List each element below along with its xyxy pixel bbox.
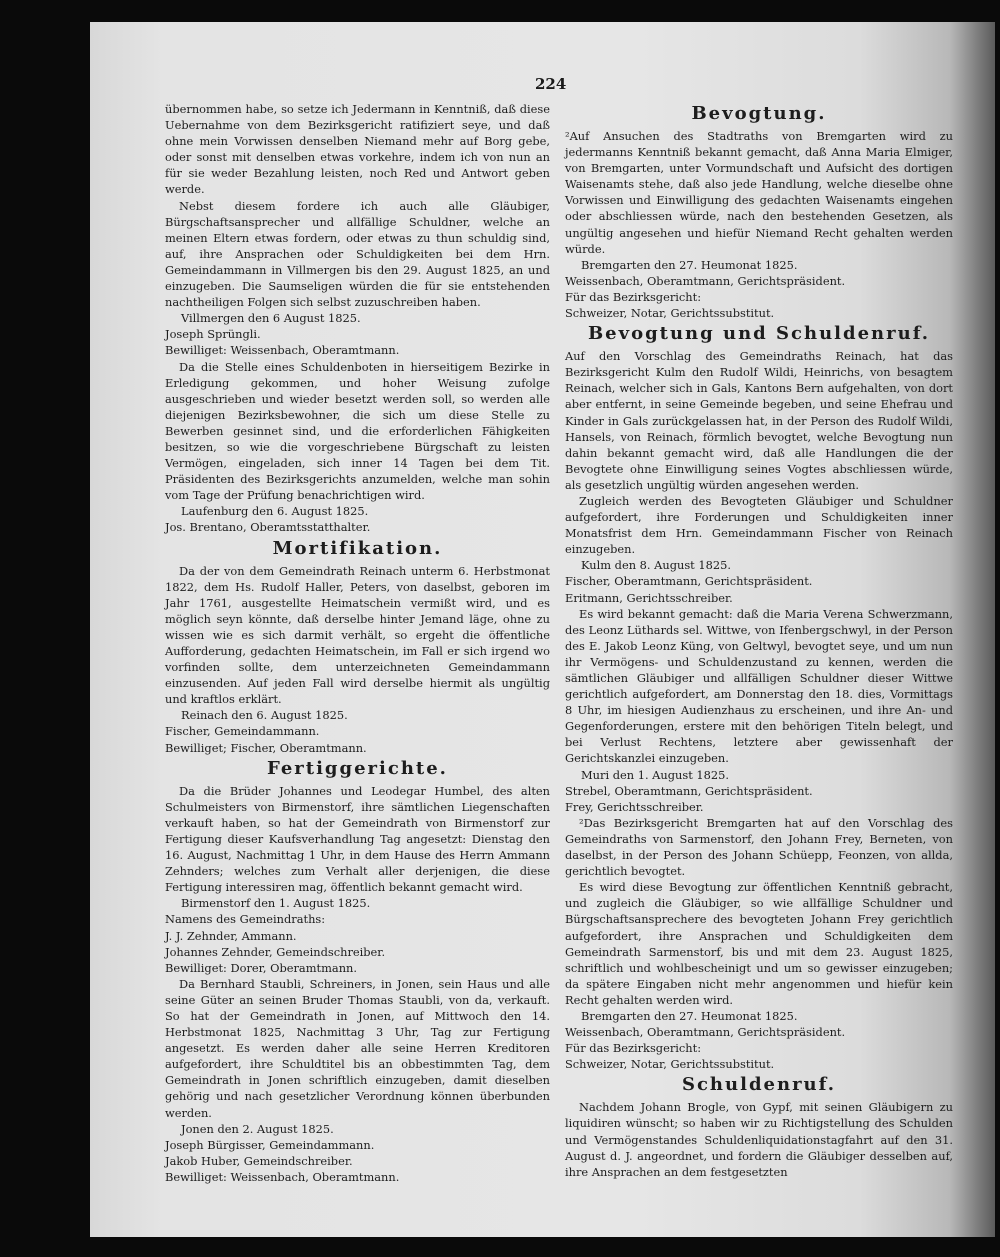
signature: Joseph Bürgisser, Gemeindammann. [165, 1137, 375, 1152]
signature: J. J. Zehnder, Ammann. [165, 928, 297, 943]
notice-paragraph: Es wird bekannt gemacht: daß die Maria Verena Schwerzmann, des Leonz Lüthards sel. Wittwe, von Ifenbergschwyl, in der Person des E. Jakob Leonz Küng, von Geltwyl, bevogtet seye, und um nun ihr Vermögens- und Schuldenzustand zu kennen, werden die sämtlichen Gläubiger und allfälligen Schuldner dieser Wittwe gerichtlich aufgefordert, am Donnerstag den 18. dies, Vormittags 8 Uhr, im hiesigen Audienzhaus zu erscheinen, und ihre An- und Gegenforderungen, erstere mit den behörigen Titeln belegt, und bei Verlust Rechtens, letztere aber gewissenhaft der Gerichtskanzlei einzugeben. [565, 606, 953, 766]
approval-line: Bewilliget; Fischer, Oberamtmann. [165, 740, 367, 755]
section-heading: Schuldenruf. [681, 1074, 837, 1096]
signature: Schweizer, Notar, Gerichtssubstitut. [565, 1057, 775, 1072]
notice-paragraph: Da Bernhard Staubli, Schreiners, in Jonen, sein Haus und alle seine Güter an seinen Bruder Thomas Staubli, von da, verkauft. So hat der Gemeindrath in Jonen, auf Mittwoch den 14. Herbstmonat 1825, Nachmittag 3 Uhr, Tag zur Fertigung angesetzt. Es werden daher alle seine Herren Kreditoren aufgefordert, ihre Schuldtitel bis an obbestimmten Tag, dem Gemeindrath in Jonen schriftlich einzugeben, damit dieselben gehörig und nach gesetzlicher Verordnung können überbunden werden. [165, 976, 550, 1120]
notice-paragraph: ²Das Bezirksgericht Bremgarten hat auf den Vorschlag des Gemeindraths von Sarmenstorf, den Johann Frey, Berneten, von daselbst, in der Person des Johann Schüepp, Feonzen, von allda, gerichtlich bevogtet. [565, 815, 953, 879]
signature: Strebel, Oberamtmann, Gerichtspräsident. [565, 783, 813, 798]
signature: Weissenbach, Oberamtmann, Gerichtspräsident. [565, 273, 846, 288]
section-heading: Mortifikation. [272, 537, 443, 559]
notice-paragraph: Da die Brüder Johannes und Leodegar Humbel, des alten Schulmeisters von Birmenstorf, ihre sämtlichen Liegenschaften verkauft haben, so hat der Gemeindrath von Birmenstorf zur Fertigung dieser Kaufsverhandlung Tag angesetzt: Dienstag den 16. August, Nachmittag 1 Uhr, in dem Hause des Herrn Ammann Zehnders; welches zum Verhalt aller derjenigen, die diese Fertigung interessiren mag, öffentlich bekannt gemacht wird. [165, 783, 550, 895]
place-date: Birmenstorf den 1. August 1825. [181, 896, 371, 911]
approval-line: Bewilliget: Dorer, Oberamtmann. [165, 960, 357, 975]
notice-paragraph: Es wird diese Bevogtung zur öffentlichen Kenntniß gebracht, und zugleich die Gläubiger, so wie allfällige Schuldner und Bürgschaftsansprechere des bevogteten Johann Frey gerichtlich aufgefordert, ihre Ansprachen und Schuldigkeiten dem Gemeindrath Sarmenstorf, bis und mit dem 23. August 1825, schriftlich und wohlbescheinigt und um so gewisser einzugeben; da spätere Eingaben nicht mehr angenommen und hiefür kein Recht gehalten werden wird. [565, 880, 953, 1007]
signature: Frey, Gerichtsschreiber. [565, 799, 704, 814]
signature: Jos. Brentano, Oberamtsstatthalter. [165, 520, 371, 535]
notice-paragraph: übernommen habe, so setze ich Jedermann in Kenntniß, daß diese Uebernahme von dem Bezirksgericht ratifiziert seye, und daß ohne mein Vorwissen denselben Niemand mehr auf Borg gebe, oder sonst mit denselben etwas vorkehre, indem ich von nun an für sie weder Bezahlung leisten, noch Red und Antwort geben werde. [165, 102, 550, 197]
signature: Weissenbach, Oberamtmann, Gerichtspräsident. [565, 1025, 846, 1040]
place-date: Bremgarten den 27. Heumonat 1825. [581, 1008, 798, 1023]
signature: Namens des Gemeindraths: [165, 912, 326, 927]
signature: Joseph Sprüngli. [165, 327, 261, 342]
signature: Für das Bezirksgericht: [565, 1041, 702, 1056]
approval-line: Bewilliget: Weissenbach, Oberamtmann. [165, 1169, 400, 1184]
signature: Schweizer, Notar, Gerichtssubstitut. [565, 306, 775, 321]
place-date: Laufenburg den 6. August 1825. [181, 504, 369, 519]
place-date: Kulm den 8. August 1825. [581, 558, 731, 573]
notice-paragraph: Zugleich werden des Bevogteten Gläubiger und Schuldner aufgefordert, ihre Forderungen und Schuldigkeiten inner Monatsfrist dem Hrn. Gemeindammann Fischer von Reinach einzugeben. [565, 493, 953, 557]
page-number: 224 [535, 75, 567, 93]
notice-paragraph: Nachdem Johann Brogle, von Gypf, mit seinen Gläubigern zu liquidiren wünscht; so haben wir zu Richtigstellung des Schulden und Vermögenstandes Schuldenliquidationstagfahrt auf den 31. August d. J. angeordnet, und fordern die Gläubiger desselben auf, ihre Ansprachen an dem festgesetzten [565, 1100, 953, 1179]
notice-paragraph: Da der von dem Gemeindrath Reinach unterm 6. Herbstmonat 1822, dem Hs. Rudolf Haller, Peters, von daselbst, geboren im Jahr 1761, ausgestellte Heimatschein vermißt wird, und es möglich seyn könnte, daß derselbe hinter Jemand läge, ohne zu wissen wie es sich darmit verhält, so ergeht die öffentliche Aufforderung, gedachten Heimatschein, im Fall er sich irgend wo vorfinden sollte, dem unterzeichneten Gemeindammann einzusenden. Auf jeden Fall wird derselbe hiermit als ungültig und kraftlos erklärt. [165, 563, 550, 707]
notice-paragraph: Auf den Vorschlag des Gemeindraths Reinach, hat das Bezirksgericht Kulm den Rudolf Wildi, Heinrichs, von besagtem Reinach, welcher sich in Gals, Kantons Bern aufgehalten, von dort aber entfernt, in seine Gemeinde begeben, und seine Ehefrau und Kinder in Gals zurückgelassen hat, in der Person des Rudolf Wildi, Hansels, von Reinach, förmlich bevogtet, welche Bevogtung nun dahin bekannt gemacht wird, daß alle Handlungen die der Bevogtete ohne Einwilligung seines Vogtes abschliessen würde, als gesetzlich ungültig würden angesehen werden. [565, 349, 953, 492]
signature: Fischer, Oberamtmann, Gerichtspräsident. [565, 574, 813, 589]
notice-paragraph: Da die Stelle eines Schuldenboten in hierseitigem Bezirke in Erledigung gekommen, und hoher Weisung zufolge ausgeschrieben und wieder besetzt werden soll, so werden alle diejenigen Bezirksbewohner, die sich um diese Stelle zu Bewerben gesinnet sind, und die erforderlichen Fähigkeiten besitzen, so wie die vorgeschriebene Bürgschaft zu leisten Vermögen, eingeladen, sich inner 14 Tagen bei dem Tit. Präsidenten des Bezirksgerichts anzumelden, welche man sohin vom Tage der Prüfung benachrichtigen wird. [165, 359, 550, 503]
signature: Jakob Huber, Gemeindschreiber. [165, 1153, 353, 1168]
right-column [565, 101, 953, 1180]
approval-line: Bewilliget: Weissenbach, Oberamtmann. [165, 343, 400, 358]
notice-paragraph: ²Auf Ansuchen des Stadtraths von Bremgarten wird zu jedermanns Kenntniß bekannt gemacht, daß Anna Maria Elmiger, von Bremgarten, unter Vormundschaft und Aufsicht des dortigen Waisenamts stehe, daß also jede Handlung, welche dieselbe ohne Vorwissen und Einwilligung des gedachten Waisenamts eingehen oder abschliessen würde, nach den bestehenden Gesetzen, als ungültig angesehen und hiefür Niemand Recht gehalten werden würde. [565, 129, 953, 256]
place-date: Muri den 1. August 1825. [581, 767, 730, 782]
signature: Eritmann, Gerichtsschreiber. [565, 590, 733, 605]
signature: Johannes Zehnder, Gemeindschreiber. [165, 944, 386, 959]
place-date: Villmergen den 6 August 1825. [181, 311, 361, 326]
place-date: Bremgarten den 27. Heumonat 1825. [581, 257, 798, 272]
place-date: Jonen den 2. August 1825. [181, 1121, 334, 1136]
section-heading: Bevogtung. [691, 103, 827, 124]
signature: Für das Bezirksgericht: [565, 289, 702, 304]
section-heading: Fertiggerichte. [267, 757, 448, 779]
signature: Fischer, Gemeindammann. [165, 724, 320, 739]
place-date: Reinach den 6. August 1825. [181, 708, 348, 723]
notice-paragraph: Nebst diesem fordere ich auch alle Gläubiger, Bürgschaftsansprecher und allfällige Schuldner, welche an meinen Eltern etwas fordern, oder etwas zu thun schuldig sind, auf, ihre Ansprachen oder Schuldigkeiten bei dem Hrn. Gemeindammann in Villmergen bis den 29. August 1825, an und einzugeben. Die Saumseligen würden die für sie entstehenden nachtheiligen Folgen sich selbst zuzuschreiben haben. [165, 198, 550, 310]
left-column [165, 101, 550, 1185]
section-heading: Bevogtung und Schuldenruf. [587, 323, 931, 345]
